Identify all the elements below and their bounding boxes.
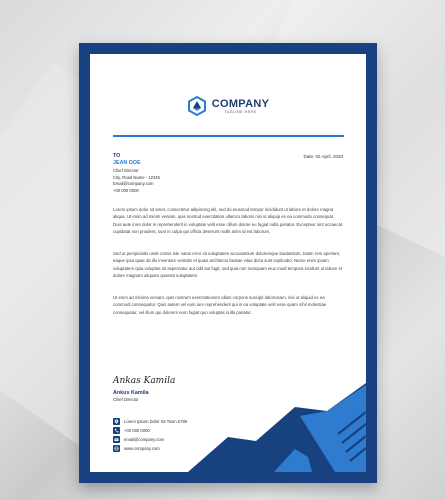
contact-email xyxy=(113,436,164,443)
email-icon xyxy=(113,436,120,443)
contact-website-text: www.company.com xyxy=(124,446,160,451)
globe-icon xyxy=(113,445,120,452)
phone-icon xyxy=(113,427,120,434)
contact-phone-text: +00 000 0000 xyxy=(124,428,150,433)
to-label: TO xyxy=(113,153,121,159)
contact-email-text: email@company.com xyxy=(124,437,165,442)
company-tagline: TAGLINE HERE xyxy=(224,109,257,114)
recipient-title: Chief Director xyxy=(113,168,139,173)
letter-date: Date: 02 April, 2020 xyxy=(303,154,343,159)
signer-name: Ankus Kamila xyxy=(113,390,149,396)
letterhead-paper xyxy=(90,54,366,472)
company-name: COMPANY xyxy=(211,97,270,110)
header-divider xyxy=(113,135,344,137)
contact-address xyxy=(113,418,187,425)
letterhead-document xyxy=(79,43,377,483)
recipient-address: City, Road Name - 12345 xyxy=(113,174,160,180)
contact-phone xyxy=(113,427,150,434)
contact-website xyxy=(113,445,160,452)
company-logo xyxy=(90,96,366,116)
hexagon-logo-icon xyxy=(187,96,207,116)
body-paragraph-3: Ut enim ad minima veniam, quis nostrum exercitationem ullam corporis suscipit laboriosam, nisi ut aliquid ex ea commodi consequatur. Quis autem vel eum iure reprehenderit qui in ea voluptate velit esse quam nihil molestiae consequatur, vel illum qui dolorem eum fugiat quo voluptas nulla pariatur. xyxy=(113,295,327,315)
recipient-phone: +00 000 0000 xyxy=(113,187,139,193)
recipient-name: JEAN DOE xyxy=(113,160,141,166)
contact-address-text: Lorem Ipsum Dolor Sit Town 6789 xyxy=(124,419,187,424)
signer-title: Chief Director xyxy=(113,397,139,402)
location-pin-icon xyxy=(113,418,120,425)
body-paragraph-1: Lorem ipsum dolor sit amet, consectetur adipiscing elit, sed do eiusmod tempor incididunt ut labore et dolore magna aliqua. Ut enim ad minim veniam, quis nostrud exercitation ullamco laboris nisi ut aliquip ex ea commodo consequat. Duis aute irure dolor in reprehenderit in voluptate velit esse cillum dolore eu fugiat nulla pariatur. Excepteur sint occaecat cupidatat non proident, sunt in culpa qui officia deserunt mollit anim id est laborum. xyxy=(113,207,343,235)
recipient-email: Email@company.com xyxy=(113,181,154,186)
handwritten-signature: Ankas Kamila xyxy=(113,376,176,386)
body-paragraph-2: Sed ut perspiciatis unde omnis iste natus error sit voluptatem accusantium doloremque laudantium, totam rem aperiam, eaque ipsa quae ab illo inventore veritatis et quasi architecto beatae vitae dicta sunt explicabo. Nemo enim ipsam voluptatem quia voluptas sit aspernatur aut odit aut fugit, sed quia non numquam eius modi tempora incidunt ut labore et dolore magnam aliquam quaerat voluptatem. xyxy=(113,251,343,279)
